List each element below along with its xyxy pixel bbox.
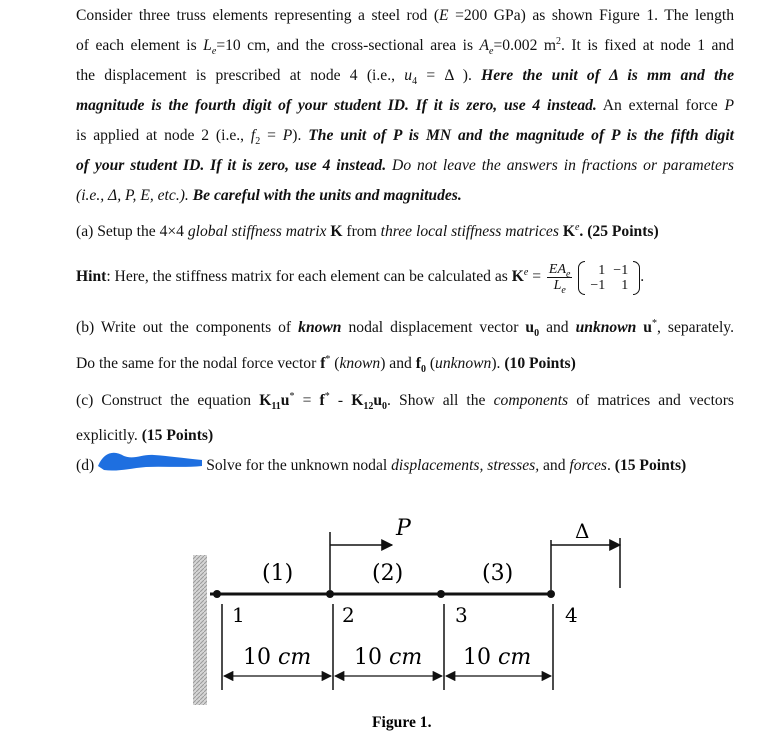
length-number: 10 — [463, 645, 491, 670]
text-segment: - — [329, 392, 352, 409]
symbol-f: f — [319, 392, 325, 409]
points-label: (15 Points) — [141, 427, 214, 444]
italic-text: (i.e., Δ, — [76, 187, 125, 204]
subscript: 0 — [534, 328, 540, 340]
emphasis-text: known — [298, 319, 342, 336]
emphasis-text: magnitude is the fourth digit of your student ID. If it is zero, use 4 instead. — [76, 97, 597, 114]
text-segment: = Δ ). — [417, 67, 482, 84]
emphasis-text: unknown — [575, 319, 637, 336]
text-segment: the displacement is prescribed at node 4 (i.e., — [76, 67, 405, 84]
emphasis-text: The unit of P is MN and the magnitude of P is the fifth digit — [308, 127, 734, 144]
symbol-u: u — [373, 392, 383, 409]
emphasis-text: Be careful with the units and magnitudes. — [192, 187, 462, 204]
symbol-E: E — [140, 187, 150, 204]
subscript: e — [489, 46, 494, 58]
italic-text: displacements, stresses, — [391, 457, 540, 474]
delta-label: Δ — [575, 519, 590, 543]
text-segment: and — [539, 319, 576, 336]
italic-text: three local stiffness matrices — [380, 223, 559, 240]
symbol-E: E — [439, 7, 449, 24]
text-segment: = — [260, 127, 283, 144]
emphasis-text: of your student ID. If it is zero, use 4 instead. — [76, 157, 387, 174]
node-label-2: 2 — [342, 603, 355, 627]
italic-text: global stiffness matrix — [187, 223, 327, 240]
symbol-L: L — [203, 37, 212, 54]
length-label-1 — [243, 645, 311, 670]
length-number: 10 — [354, 645, 382, 670]
text-segment: (d) — [76, 457, 95, 474]
points-label: (10 Points) — [504, 355, 576, 372]
text-segment: of matrices and vectors — [568, 392, 734, 409]
text-segment: Solve for the unknown nodal — [206, 457, 392, 474]
text-segment: =0.002 m — [493, 37, 556, 54]
node-dot-4 — [547, 590, 555, 598]
text-segment: . It is fixed at node 1 and — [560, 37, 734, 54]
superscript: * — [325, 353, 331, 365]
text-segment: An external force — [596, 97, 725, 114]
symbol-K: K — [259, 392, 272, 409]
text-segment: =200 GPa) as shown Figure 1. The length — [448, 7, 735, 24]
text-segment: =10 cm, and the cross-sectional area is — [216, 37, 480, 54]
element-label-3: (3) — [482, 561, 514, 586]
figure-caption: Figure 1. — [372, 714, 432, 731]
text-segment: ( — [425, 355, 436, 372]
italic-text: , — [132, 187, 141, 204]
text-segment: : Here, the stiffness matrix for each element can be calculated as — [106, 268, 512, 286]
symbol-u: u — [636, 319, 652, 336]
length-number: 10 — [243, 645, 271, 670]
symbol-f: f — [415, 355, 421, 372]
text-segment: Do the same for the nodal force vector — [76, 355, 321, 372]
symbol-f: f — [320, 355, 326, 372]
matrix-cell: 1 — [598, 262, 606, 278]
node-label-1: 1 — [232, 603, 245, 627]
text-segment: explicitly. — [76, 427, 142, 444]
symbol-K: K — [511, 268, 524, 286]
text-segment: L — [553, 278, 562, 293]
superscript: * — [324, 390, 330, 402]
text-segment: ) and — [380, 355, 416, 372]
node-dot-1 — [213, 590, 221, 598]
subscript: 12 — [363, 401, 374, 413]
text-segment: (c) Construct the equation — [76, 392, 260, 409]
length-label-2 — [354, 645, 422, 670]
symbol-u: u — [525, 319, 535, 336]
symbol-P: P — [282, 127, 293, 144]
text-segment: EA — [548, 262, 567, 277]
subscript: e — [566, 268, 571, 280]
matrix-cell: 1 — [621, 277, 629, 293]
symbol-P: P — [125, 187, 133, 204]
text-segment: nodal displacement vector — [341, 319, 526, 336]
element-label-2: (2) — [372, 561, 404, 586]
emphasis-text: Here the unit of Δ is mm and the — [481, 67, 734, 84]
italic-text: forces — [569, 457, 607, 474]
text-segment: (a) Setup the 4×4 — [76, 223, 188, 240]
node-dot-2 — [326, 590, 334, 598]
fixed-wall — [193, 555, 207, 705]
text-segment: . — [640, 268, 645, 286]
italic-text: unknown — [435, 355, 492, 372]
text-segment: , separately. — [656, 319, 734, 336]
text-segment: is applied at node 2 (i.e., — [76, 127, 251, 144]
subscript: 4 — [412, 76, 418, 88]
text-segment: Consider three truss elements representing a steel rod ( — [76, 7, 440, 24]
text-segment: ). — [491, 355, 505, 372]
subscript: 11 — [271, 401, 281, 413]
superscript: 2 — [555, 35, 561, 47]
subscript: e — [561, 284, 566, 296]
superscript: * — [651, 317, 657, 329]
node-dot-3 — [437, 590, 445, 598]
symbol-K: K — [351, 392, 364, 409]
text-segment: = — [294, 392, 320, 409]
symbol-u: u — [404, 67, 413, 84]
text-segment: (b) Write out the components of — [76, 319, 299, 336]
points-label: . (25 Points) — [579, 223, 659, 240]
length-label-3 — [463, 645, 531, 670]
superscript: e — [523, 266, 529, 278]
symbol-u: u — [280, 392, 290, 409]
element-label-1: (1) — [262, 561, 294, 586]
text-segment: from — [342, 223, 381, 240]
text-segment: ( — [330, 355, 340, 372]
symbol-P: P — [724, 97, 734, 114]
text-segment: and — [539, 457, 570, 474]
subscript: 2 — [255, 136, 261, 148]
force-label: P — [396, 516, 411, 541]
length-unit: cm — [278, 645, 312, 670]
symbol-K: K — [326, 223, 343, 240]
node-label-4: 4 — [565, 603, 578, 627]
italic-text: , etc.). — [149, 187, 193, 204]
subscript: 0 — [382, 401, 388, 413]
symbol-K: K — [558, 223, 575, 240]
italic-text: components — [493, 392, 569, 409]
length-unit: cm — [498, 645, 532, 670]
subscript: 0 — [420, 364, 426, 376]
hint-label: Hint — [76, 268, 107, 286]
italic-text: known — [339, 355, 381, 372]
text-segment: . Show all the — [387, 392, 494, 409]
matrix-cell: −1 — [590, 277, 606, 293]
superscript: e — [574, 221, 580, 233]
text-segment: ). — [292, 127, 309, 144]
length-unit: cm — [389, 645, 423, 670]
symbol-f: f — [250, 127, 256, 144]
text-segment: of each element is — [76, 37, 204, 54]
node-label-3: 3 — [455, 603, 468, 627]
text-segment: . — [606, 457, 615, 474]
points-label: (15 Points) — [614, 457, 687, 474]
matrix-cell: −1 — [613, 262, 629, 278]
symbol-A: A — [479, 37, 490, 54]
subscript: e — [211, 46, 217, 58]
italic-text: Do not leave the answers in fractions or parameters — [386, 157, 734, 174]
superscript: * — [289, 390, 295, 402]
text-segment: = — [528, 268, 545, 286]
